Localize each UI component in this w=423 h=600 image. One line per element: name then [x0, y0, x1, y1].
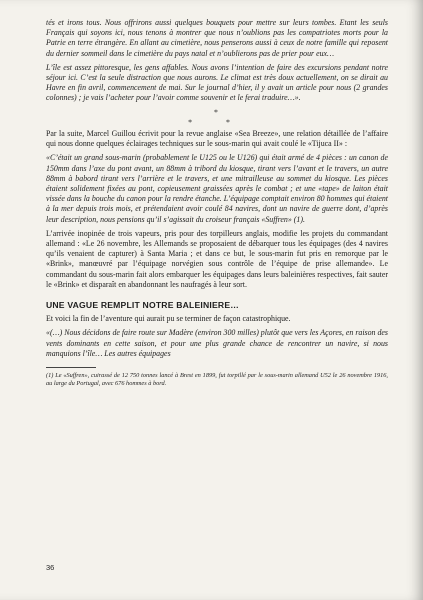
separator-star-top: * [214, 107, 220, 117]
footnote: (1) Le «Suffren», cuirassé de 12 750 tonnes lancé à Brest en 1899, fut torpillé par le sous-marin allemand U52 le 26 novembre 1916, au large du Portugal, avec 676 hommes à bord. [46, 372, 388, 388]
separator-star-bottom: * * [188, 117, 246, 127]
body-paragraph-arrival: L’arrivée inopinée de trois vapeurs, pris pour des torpilleurs anglais, modifie les projets du commandant allemand : «Le 26 novembre, les Allemands se proposaient de débarquer tous les équipages (des 4 navires qu’ils venaient de capturer) à Santa Maria ; et dans ce but, le sous-marin fut pris en remorque par le «Brink», manœuvré par l’équipage norvégien sous contrôle de l’équipe de prise allemande». Le commandant du sous-marin fait alors embarquer les équipages dans leurs baleinières respectives, fait sauter le «Brink» et disparaît en abandonnant les naufragés à leur sort. [46, 228, 388, 289]
footnote-rule [46, 367, 96, 368]
letter-paragraph-1: tés et irons tous. Nous offrirons aussi quelques bouquets pour mettre sur leurs tombes. Etant les seuls Français qui soyons ici, nous tenons à montrer que nous n’oublions pas les compatriotes morts pour la Patrie en terre étrangère. En allant au cimetière, nous penserons aussi à ceux de notre famille qui reposent du dernier sommeil dans le cimetière du pays natal et n’oublierons pas de prier pour eux… [46, 18, 388, 58]
page-number: 36 [46, 563, 55, 572]
letter-paragraph-2: L’île est assez pittoresque, les gens affables. Nous avons l’intention de faire des excursions pendant notre séjour ici. C’est la seule distraction que nous aurons. Le climat est très doux actuellement, on se dirait au Havre en fin avril, commencement de mai. Sur le journal d’hier, il y avait un article pour nous (2 grandes colonnes) ; je vais l’acheter pour l’avoir comme souvenir et le ferai traduire…». [46, 62, 388, 103]
body-paragraph-end: Et voici la fin de l’aventure qui aurait pu se terminer de façon catastrophique. [46, 314, 291, 324]
section-separator [46, 108, 388, 128]
body-paragraph-sea-breeze: Par la suite, Marcel Guillou écrivit pour la revue anglaise «Sea Breeze», une relation détaillée de l’affaire qui nous donne quelques éclairages techniques sur le sous-marin qui avait coulé le «Tijuca II» : [46, 129, 388, 149]
section-heading: UNE VAGUE REMPLIT NOTRE BALEINIERE… [46, 300, 240, 311]
quote-madeira: «(…) Nous décidons de faire route sur Madère (environ 300 milles) plutôt que vers les Açores, en raison des vents dominants en cette saison, et pour une plus grande chance de rencontrer un navire, si nous manquions l’île… Les autres équipages [46, 328, 388, 358]
page-body [46, 18, 388, 392]
quote-submarine-description: «C’était un grand sous-marin (probablement le U125 ou le U126) qui était armé de 4 pièces : un canon de 150mm dans l’axe du pont avant, un 88mm à tribord du kiosque, tirant vers l’avant et le travers, un autre 88mm à babord tirant vers l’arrière et le travers, et une mitrailleuse au sommet du kiosque. Les pièces étaient solidement fixées au pont, copieusement graissées après le combat ; et une «tape» de laiton était vissée dans la bouche du canon pour la rendre étanche. L’équipage comptait environ 80 hommes qui étaient à la mer depuis trois mois, et prétendaient avoir coulé 84 navires, dont un navire de guerre dont, d’après leur description, nous pensions qu’il s’agissait du croiseur français «Suffren» (1). [46, 153, 388, 224]
